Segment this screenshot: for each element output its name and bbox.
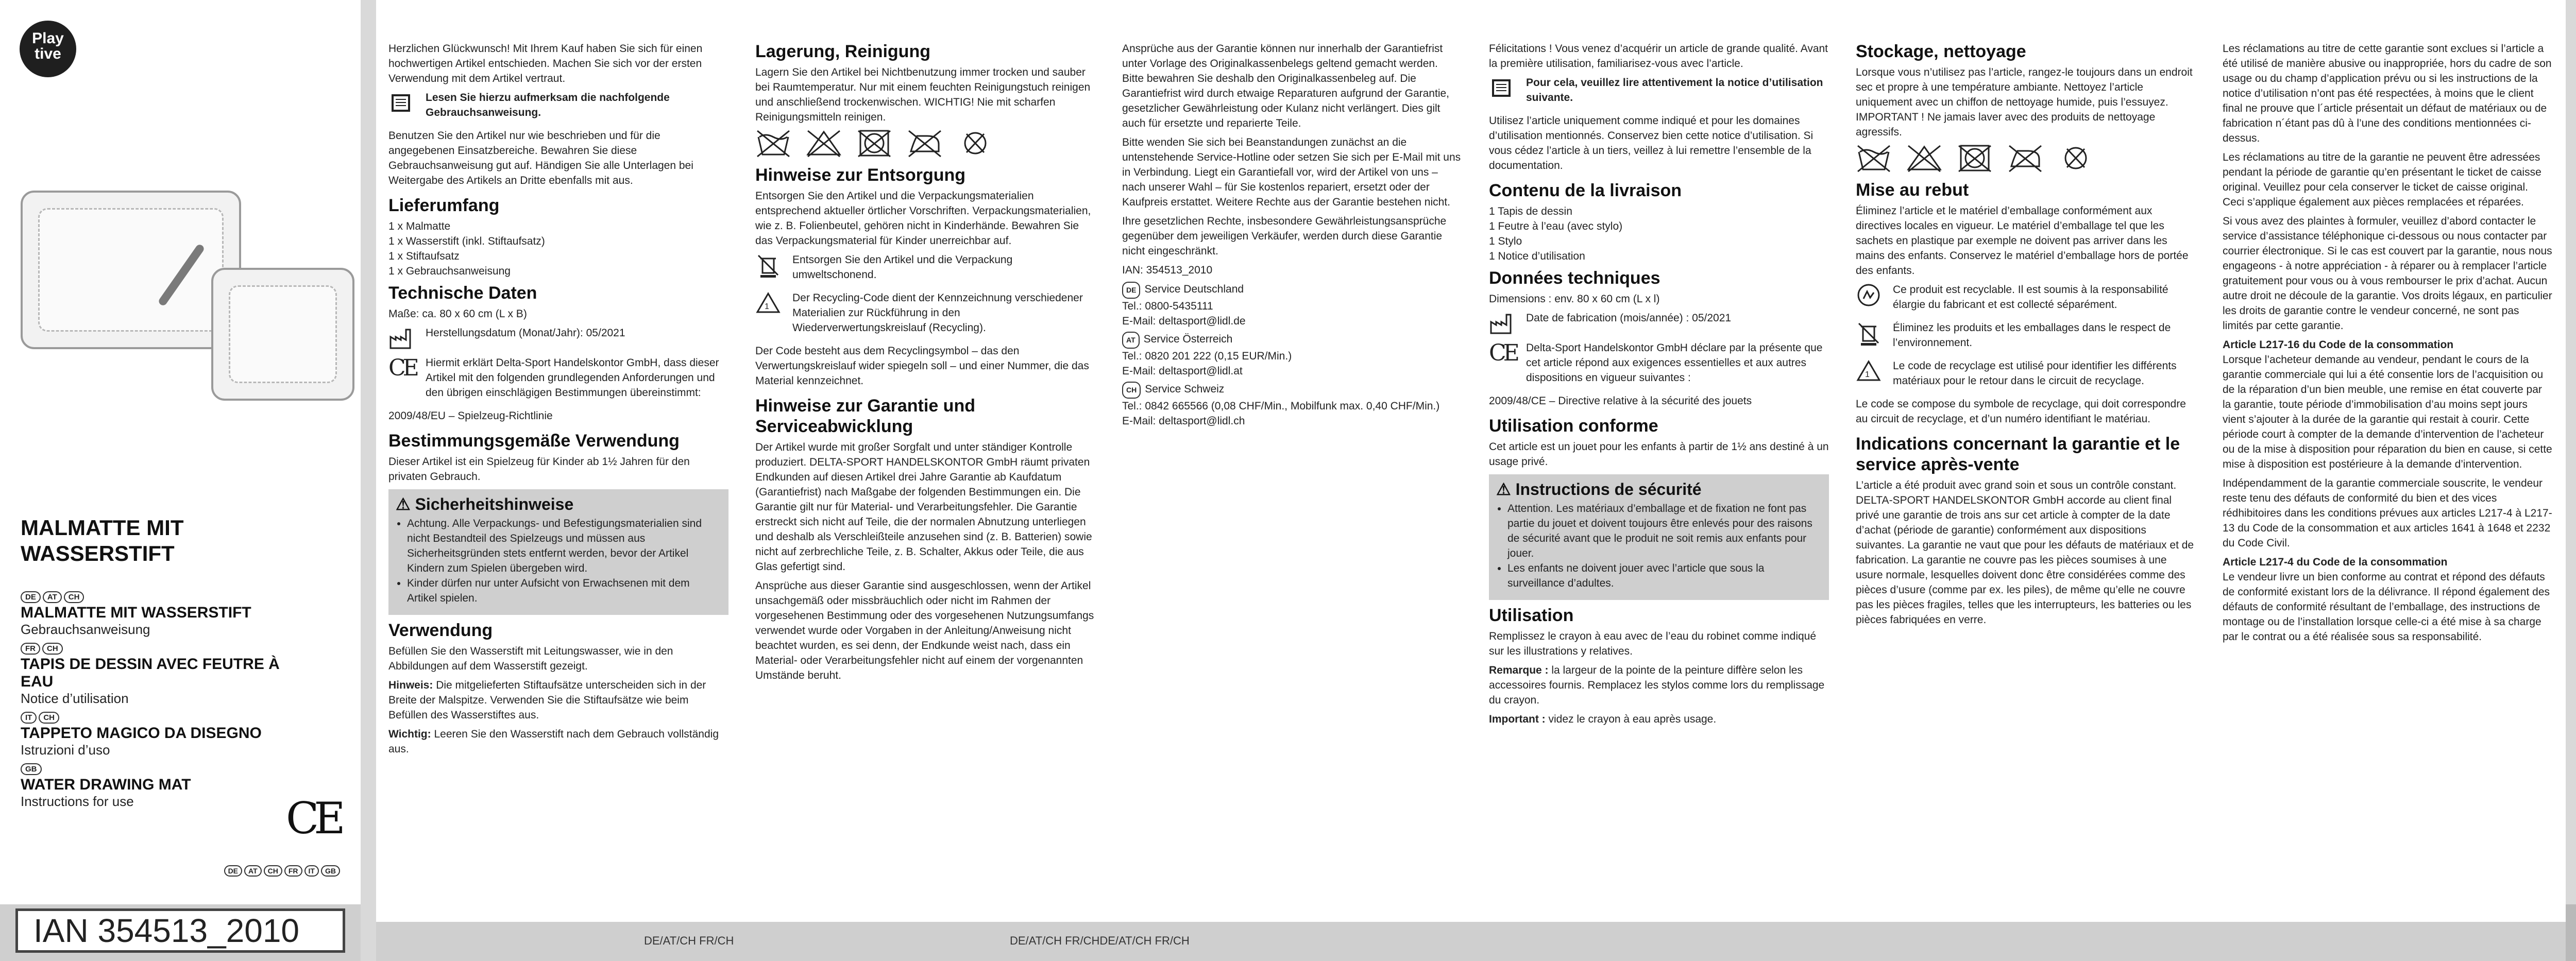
- ce-mark: CE: [286, 793, 341, 844]
- no-iron-icon: [907, 129, 943, 158]
- country-badge: AT: [1122, 332, 1140, 349]
- crossed-bin-icon: [755, 252, 781, 278]
- delivery-heading: Lieferumfang: [388, 196, 500, 215]
- use-note-text: Die mitgelieferten Stiftaufsätze unterscheiden sich in der Breite der Malspitze. Verwenden Sie die Stiftaufsätze wie beim Befüllen des Wasserstiftes aus.: [388, 679, 706, 721]
- language-entry: [21, 643, 309, 707]
- manual-book-icon: [1489, 75, 1515, 101]
- no-bleach-icon: [806, 129, 842, 158]
- safety-item: • Attention. Les matériaux d’emballage et de fixation ne font pas partie du jouet et doivent toujours être enlevés pour des raisons de sécurité avant que le produit ne soit remis aux enfants pour jouer.: [1507, 501, 1822, 561]
- back-panel: [2566, 0, 2576, 961]
- triman-icon: [1856, 282, 1882, 308]
- cover-panel: [0, 0, 361, 961]
- dimensions: Dimensions : env. 80 x 60 cm (L x l): [1489, 293, 1660, 305]
- warranty-cont-1: Les réclamations au titre de cette garantie sont exclues si l’article a été utilisé de manière abusive ou inappropriée, hors du cadre de son usage ou du champ d’application prévu ou si les instructions de la notice d’utilisation n’ont pas été respectées, à moins que le client final ne prouve que l´article présentait un défaut de matériaux ou de fabrication n´étant pas dû à l’une des conditions mentionnées ci-dessus.: [2223, 43, 2552, 144]
- footer-label-left: DE/AT/CH FR/CH: [644, 934, 734, 947]
- lang-badge: IT: [21, 712, 37, 724]
- ce-declaration-row: [1489, 340, 1829, 389]
- ce-icon: CE: [1489, 340, 1517, 366]
- mat-illustration-2: [229, 285, 337, 383]
- warning-triangle-icon: ⚠: [396, 495, 411, 513]
- lang-badge: FR: [21, 643, 40, 655]
- mfg-date-row: [1489, 311, 1829, 336]
- lang-badge: AT: [43, 591, 62, 603]
- no-wash-icon: [755, 129, 791, 158]
- mfg-date: Herstellungsdatum (Monat/Jahr): 05/2021: [426, 327, 625, 339]
- lang-subtitle: Gebrauchsanweisung: [21, 622, 150, 637]
- read-note: Pour cela, veuillez lire attentivement la notice d’utilisation suivante.: [1526, 77, 1823, 104]
- logo-line-2: tive: [35, 45, 61, 62]
- svg-text:1: 1: [1865, 370, 1870, 379]
- recycling-row: [1856, 358, 2196, 392]
- recycling-text-2: Le code se compose du symbole de recyclage, qui doit correspondre au circuit de recyclage, et d’un numéro identifiant le matériau.: [1856, 398, 2186, 425]
- service-tel: Tel.: 0800-5435111: [1122, 300, 1213, 312]
- cover-title: [21, 515, 340, 567]
- intended-use-heading: Bestimmungsgemäße Verwendung: [388, 431, 680, 451]
- use-important-label: Wichtig:: [388, 728, 431, 740]
- country-badge: CH: [1122, 382, 1141, 399]
- no-tumble-dry-icon: [856, 129, 892, 158]
- ian-number: IAN: 354513_2010: [1122, 264, 1213, 276]
- intended-use-text: Cet article est un jouet pour les enfants à partir de 1½ ans destiné à un usage privé.: [1489, 441, 1829, 468]
- safety-heading: [396, 494, 721, 514]
- disposal-text: Éliminez l’article et le matériel d’emballage conformément aux directives locales en vigueur. Le matériel d’emballage tel que les sachets en plastique par exemple ne doivent pas arriver dans les mains des enfants. Conservez le matériel d’emballage hors de portée des enfants.: [1856, 205, 2189, 277]
- storage-heading: Lagerung, Reinigung: [755, 42, 930, 61]
- safety-list: [396, 516, 721, 606]
- disposal-bin-row: [755, 252, 1095, 286]
- lang-badge: CH: [39, 712, 59, 724]
- column-de-2: [755, 41, 1095, 687]
- use-important-label: Important :: [1489, 713, 1546, 725]
- safety-box: [388, 489, 728, 615]
- delivery-item: 1 Tapis de dessin: [1489, 205, 1572, 217]
- cover-title-line-1: MALMATTE MIT: [21, 516, 184, 540]
- intended-use-text: Dieser Artikel ist ein Spielzeug für Kinder ab 1½ Jahren für den privaten Gebrauch.: [388, 456, 690, 483]
- ce-icon: CE: [388, 355, 416, 381]
- delivery-item: 1 x Wasserstift (inkl. Stiftaufsatz): [388, 235, 545, 247]
- dimensions: Maße: ca. 80 x 60 cm (L x B): [388, 308, 527, 320]
- service-tel: Tel.: 0820 201 222 (0,15 EUR/Min.): [1122, 350, 1292, 362]
- no-dry-clean-icon: [957, 129, 993, 158]
- service-tel: Tel.: 0842 665566 (0,08 CHF/Min., Mobilfunk max. 0,40 CHF/Min.): [1122, 400, 1440, 412]
- lang-badge: GB: [21, 763, 42, 775]
- warranty-text-2: Ansprüche aus dieser Garantie sind ausgeschlossen, wenn der Artikel unsachgemäß oder missbräuchlich oder nicht im Rahmen der vorgesehenen Bestimmung oder des vorgesehenen Nutzungsumfangs verwendet wurde oder Vorgaben in der Anleitung/Anweisung nicht beachtet wurden, es sei denn, der Endkunde weist nach, dass ein Material- oder Verarbeitungsfehler nicht auf einem der vorgenannten Umstände beruht.: [755, 580, 1094, 681]
- intro-text-2: Utilisez l’article uniquement comme indiqué et pour les domaines d’utilisation mentionnés. Conservez bien cette notice d’utilisation. Si vous cédez l’article à un tiers, veillez à lui remettre l’ensemble de la documentation.: [1489, 115, 1814, 171]
- lang-badge: GB: [321, 865, 340, 877]
- playtive-logo: [20, 21, 76, 77]
- read-note-row: [1489, 75, 1829, 109]
- recycling-triangle-icon: [1856, 358, 1882, 384]
- safety-box: [1489, 474, 1829, 600]
- ce-declaration-row: [388, 355, 728, 404]
- use-text-2: [1489, 663, 1829, 708]
- ce-declaration: Hiermit erklärt Delta-Sport Handelskontor GmbH, dass dieser Artikel mit den folgenden grundlegenden Anforderungen und den übrigen einschlägigen Bestimmungen übereinstimmt:: [426, 357, 719, 399]
- safety-item: • Achtung. Alle Verpackungs- und Befestigungsmaterialien sind nicht Bestandteil des Spielzeugs und müssen aus Sicherheitsgründen stets entfernt werden, bevor der Artikel Kindern zum Spielen übergeben wird.: [407, 516, 721, 576]
- lang-badge: FR: [284, 865, 302, 877]
- disposal-heading: Hinweise zur Entsorgung: [755, 165, 966, 185]
- warranty-cont-2: Bitte wenden Sie sich bei Beanstandungen zunächst an die untenstehende Service-Hotline oder setzen Sie sich per E-Mail mit uns in Verbindung. Liegt ein Garantiefall vor, wird der Artikel von uns – nach unserer Wahl – für Sie kostenlos repariert, ersetzt oder der Kaufpreis erstattet. Weitere Rechte aus der Garantie bestehen nicht.: [1122, 136, 1461, 208]
- directive: 2009/48/CE – Directive relative à la sécurité des jouets: [1489, 395, 1752, 407]
- back-footer-strip: [2566, 904, 2576, 961]
- safety-heading: [1496, 479, 1822, 499]
- article-heading-1: Article L217-16 du Code de la consommation: [2223, 339, 2454, 351]
- warranty-heading: Indications concernant la garantie et le service après-vente: [1856, 434, 2180, 474]
- no-wash-icon: [1856, 144, 1892, 173]
- delivery-heading: Contenu de la livraison: [1489, 181, 1682, 200]
- factory-icon: [1489, 311, 1515, 336]
- service-entry-ch: [1122, 382, 1462, 428]
- lang-badge: CH: [42, 643, 63, 655]
- no-iron-icon: [2007, 144, 2043, 173]
- safety-item: • Kinder dürfen nur unter Aufsicht von Erwachsenen mit dem Artikel spielen.: [407, 576, 721, 606]
- intro-text-2: Benutzen Sie den Artikel nur wie beschrieben und für die angegebenen Einsatzbereiche. Bewahren Sie diese Gebrauchsanweisung gut auf. Händigen Sie alle Unterlagen bei Weitergabe des Artikels an Dritte ebenfalls mit aus.: [388, 130, 693, 186]
- column-fr-3: [2223, 41, 2552, 648]
- bottom-language-badges: [21, 865, 340, 877]
- language-list: [21, 591, 309, 815]
- safety-heading-text: Sicherheitshinweise: [415, 495, 574, 513]
- use-note-text: la largeur de la pointe de la peinture diffère selon les accessoires fournis. Remplacez les stylos comme lors du remplissage du crayon.: [1489, 664, 1825, 706]
- lang-title: TAPPETO MAGICO DA DISEGNO: [21, 725, 262, 742]
- article-text-1: Lorsque l’acheteur demande au vendeur, pendant le cours de la garantie commerciale qui lui a été consentie lors de l’acquisition ou de la réparation d’un bien meuble, une remise en état couverte par la garantie, toute période d’immobilisation d’au moins sept jours vient s’ajouter à la durée de la garantie qui restait à courir. Cette période court à compter de la demande d’intervention de l’acheteur ou de la mise à disposition pour réparation du bien en cause, si cette mise à disposition est postérieure à la demande d’intervention.: [2223, 354, 2552, 470]
- language-entry: [21, 763, 309, 810]
- inner-pages: [376, 0, 2566, 961]
- article-text-2: Le vendeur livre un bien conforme au contrat et répond des défauts de conformité existant lors de la délivrance. Il répond également des défauts de conformité résultant de l’emballage, des instructions de montage ou de l’installation lorsque celle-ci a été mise à sa charge par le contrat ou a été réalisée sous sa responsabilité.: [2223, 571, 2550, 643]
- disposal-heading: Mise au rebut: [1856, 180, 1969, 200]
- use-text-1: Befüllen Sie den Wasserstift mit Leitungswasser, wie in den Abbildungen auf dem Wasserstift gezeigt.: [388, 645, 673, 672]
- use-note-label: Remarque :: [1489, 664, 1549, 676]
- storage-text: Lagern Sie den Artikel bei Nichtbenutzung immer trocken und sauber bei Raumtemperatur. Nur mit einem feuchten Reinigungstuch reinigen und anschließend trockenwischen. WICHTIG! Nie mit scharfen Reinigungsmitteln reinigen.: [755, 66, 1091, 123]
- lang-title: WATER DRAWING MAT: [21, 776, 191, 793]
- service-entry-at: [1122, 332, 1462, 379]
- warranty-cont-1: Ansprüche aus der Garantie können nur innerhalb der Garantiefrist unter Vorlage des Originalkassenbelegs geltend gemacht werden. Bitte bewahren Sie deshalb den Originalkassenbeleg auf. Die Garantiefrist wird durch etwaige Reparaturen aufgrund der Garantie, gesetzlicher Gewährleistung oder Kulanz nicht verlängert. Dies gilt auch für ersetzte und reparierte Teile.: [1122, 43, 1450, 129]
- column-fr-1: [1489, 41, 1829, 731]
- disposal-bin-text: Éliminez les produits et les emballages dans le respect de l’environnement.: [1893, 322, 2171, 349]
- lang-title: MALMATTE MIT WASSERSTIFT: [21, 604, 251, 621]
- service-name: Service Deutschland: [1144, 283, 1244, 295]
- recycling-row: [755, 290, 1095, 339]
- footer-label-right: DE/AT/CH FR/CHDE/AT/CH FR/CH: [1010, 934, 1190, 947]
- mfg-date-row: [388, 325, 728, 351]
- article-heading-2: Article L217-4 du Code de la consommation: [2223, 556, 2448, 568]
- read-note: Lesen Sie hierzu aufmerksam die nachfolgende Gebrauchsanweisung.: [426, 92, 670, 118]
- use-text-3: [388, 727, 728, 757]
- delivery-item: 1 x Stiftaufsatz: [388, 250, 460, 262]
- no-dry-clean-icon: [2058, 144, 2094, 173]
- mfg-date: Date de fabrication (mois/année) : 05/2021: [1526, 312, 1732, 324]
- mat-illustration: [38, 208, 224, 332]
- warranty-text: Der Artikel wurde mit großer Sorgfalt und unter ständiger Kontrolle produziert. DELTA-SPORT HANDELSKONTOR GmbH räumt privaten Endkunden auf diesen Artikel drei Jahre Garantie ab Kaufdatum (Garantiefrist) nach Maßgabe der folgenden Bestimmungen ein. Die Garantie gilt nur für Material- und Verarbeitungsfehler. Die Garantie erstreckt sich nicht auf Teile, die der normalen Abnutzung unterliegen und deshalb als Verschleißteile anzusehen sind (z. B. Batterien) sowie nicht auf zerbrechliche Teile, z. B. Schalter, Akkus oder Teile, die aus Glas gefertigt sind.: [755, 441, 1092, 573]
- factory-icon: [388, 325, 414, 351]
- lang-badge: DE: [21, 591, 41, 603]
- lang-title: TAPIS DE DESSIN AVEC FEUTRE À EAU: [21, 656, 280, 690]
- recycle-note: Ce produit est recyclable. Il est soumis à la responsabilité élargie du fabricant et est collecté séparément.: [1893, 284, 2168, 311]
- care-symbols: [1856, 144, 2196, 173]
- delivery-item: 1 x Malmatte: [388, 220, 451, 232]
- use-text-2: [388, 678, 728, 723]
- warranty-heading: Hinweise zur Garantie und Serviceabwicklung: [755, 396, 975, 436]
- intended-use-heading: Utilisation conforme: [1489, 416, 1658, 436]
- storage-heading: Stockage, nettoyage: [1856, 42, 2026, 61]
- delivery-item: 1 Notice d’utilisation: [1489, 250, 1585, 262]
- safety-heading-text: Instructions de sécurité: [1515, 480, 1702, 499]
- no-tumble-dry-icon: [1957, 144, 1993, 173]
- recycle-note-row: [1856, 282, 2196, 316]
- country-badge: DE: [1122, 282, 1140, 299]
- recycling-text: Le code de recyclage est utilisé pour identifier les différents matériaux pour le retour dans le circuit de recyclage.: [1893, 360, 2177, 387]
- delivery-item: 1 x Gebrauchsanweisung: [388, 265, 511, 277]
- product-image-secondary: [211, 268, 354, 401]
- lang-badge: IT: [304, 865, 319, 877]
- lang-badge: DE: [224, 865, 242, 877]
- language-entry: [21, 712, 309, 758]
- tech-heading: Données techniques: [1489, 268, 1660, 288]
- lang-subtitle: Istruzioni d’uso: [21, 742, 110, 758]
- product-image-main: [21, 191, 241, 349]
- ian-box: IAN 354513_2010: [15, 908, 345, 953]
- use-heading: Utilisation: [1489, 606, 1574, 625]
- column-fr-2: [1856, 41, 2196, 631]
- disposal-bin-text: Entsorgen Sie den Artikel und die Verpackung umweltschonend.: [792, 254, 1013, 281]
- warning-triangle-icon: ⚠: [1496, 480, 1511, 499]
- lang-badge: CH: [64, 591, 84, 603]
- read-note-row: [388, 90, 728, 124]
- manual-book-icon: [388, 90, 414, 116]
- care-symbols: [755, 129, 1095, 158]
- logo-line-1: Play: [32, 30, 64, 47]
- use-note-label: Hinweis:: [388, 679, 433, 691]
- cover-title-line-2: WASSERSTIFT: [21, 541, 175, 565]
- crossed-bin-icon: [1856, 320, 1882, 346]
- lang-badge: CH: [264, 865, 282, 877]
- use-important-text: Leeren Sie den Wasserstift nach dem Gebrauch vollständig aus.: [388, 728, 719, 755]
- recycling-text: Der Recycling-Code dient der Kennzeichnung verschiedener Materialien zur Rückführung in den Wiederverwertungskreislauf (Recycling).: [792, 292, 1083, 334]
- service-mail[interactable]: E-Mail: deltasport@lidl.de: [1122, 315, 1246, 327]
- safety-list: [1496, 501, 1822, 591]
- recycling-text-2: Der Code besteht aus dem Recyclingsymbol – das den Verwertungskreislauf wider spiegeln soll – und einer Nummer, die das Material kennzeichnet.: [755, 345, 1089, 387]
- service-name: Service Schweiz: [1145, 383, 1225, 395]
- intro-text: Félicitations ! Vous venez d’acquérir un article de grande qualité. Avant la première utilisation, familiarisez-vous avec l’article.: [1489, 43, 1828, 70]
- no-bleach-icon: [1906, 144, 1942, 173]
- language-entry: [21, 591, 309, 638]
- warranty-cont-3: Ihre gesetzlichen Rechte, insbesondere Gewährleistungsansprüche gegenüber dem jeweiligen Verkäufer, werden durch diese Garantie nicht eingeschränkt.: [1122, 215, 1447, 257]
- separator-strip: [361, 0, 376, 961]
- warranty-cont-2: Les réclamations au titre de la garantie ne peuvent être adressées pendant la période de garantie qu’en présentant le ticket de caisse original. Veuillez pour cela conserver le ticket de caisse original. Ceci s’applique également aux pièces remplacées et réparées.: [2223, 151, 2541, 208]
- safety-item: • Les enfants ne doivent jouer avec l’article que sous la surveillance d’adultes.: [1507, 561, 1822, 591]
- use-text-3: [1489, 712, 1829, 727]
- service-entry-de: [1122, 282, 1462, 329]
- use-text-1: Remplissez le crayon à eau avec de l’eau du robinet comme indiqué sur les illustrations y relatives.: [1489, 630, 1817, 657]
- column-de-3: [1122, 41, 1462, 432]
- disposal-text: Entsorgen Sie den Artikel und die Verpackungsmaterialien entsprechend aktueller örtlicher Vorschriften. Verpackungsmaterialien, wie z. B. Folienbeutel, gehören nicht in Kinderhände. Bewahren Sie das Verpackungsmaterial für Kinder unerreichbar auf.: [755, 190, 1091, 247]
- service-mail[interactable]: E-Mail: deltasport@lidl.at: [1122, 365, 1243, 377]
- svg-text:1: 1: [765, 302, 769, 311]
- use-heading: Verwendung: [388, 621, 493, 640]
- ce-declaration: Delta-Sport Handelskontor GmbH déclare par la présente que cet article répond aux exigences essentielles et aux autres dispositions en vigueur suivantes :: [1526, 342, 1823, 384]
- disposal-bin-row: [1856, 320, 2196, 354]
- warranty-text: L’article a été produit avec grand soin et sous un contrôle constant. DELTA-SPORT HANDELSKONTOR GmbH accorde au client final privé une garantie de trois ans sur cet article à compter de la date d’achat (période de garantie) conformément aux dispositions suivantes. La garantie ne vaut que pour les défauts de matériaux et de fabrication. La garantie ne couvre pas les pièces soumises à une usure normale, lesquelles doivent donc être considérées comme des pièces d’usure (comme par ex. les piles), de même qu’elle ne couvre pas les pièces fragiles, telles que les interrupteurs, les batteries ou les pièces fabriquées en verre.: [1856, 479, 2194, 626]
- lang-subtitle: Notice d’utilisation: [21, 691, 129, 706]
- column-de-1: [388, 41, 728, 761]
- use-important-text: videz le crayon à eau après usage.: [1545, 713, 1717, 725]
- intro-text: Herzlichen Glückwunsch! Mit Ihrem Kauf haben Sie sich für einen hochwertigen Artikel entschieden. Machen Sie sich vor der ersten Verwendung mit dem Artikel vertraut.: [388, 43, 703, 84]
- directive: 2009/48/EU – Spielzeug-Richtlinie: [388, 410, 553, 422]
- delivery-item: 1 Stylo: [1489, 235, 1522, 247]
- recycling-triangle-icon: [755, 290, 781, 316]
- lang-subtitle: Instructions for use: [21, 794, 134, 809]
- lang-badge: AT: [244, 865, 262, 877]
- tech-heading: Technische Daten: [388, 283, 537, 303]
- delivery-item: 1 Feutre à l’eau (avec stylo): [1489, 220, 1623, 232]
- storage-text: Lorsque vous n’utilisez pas l’article, rangez-le toujours dans un endroit sec et propre à une température ambiante. Nettoyez l’article uniquement avec un chiffon de nettoyage humide, puis l’essuyez. IMPORTANT ! Ne jamais laver avec des produits de nettoyage agressifs.: [1856, 66, 2193, 138]
- warranty-cont-3: Si vous avez des plaintes à formuler, veuillez d’abord contacter le service d’assistance téléphonique ci-dessous ou nous contacter par courrier électronique. Si le cas est couvert par la garantie, nous nous engageons - à notre appréciation - à réparer ou à remplacer l’article gratuitement pour vous ou à vous rembourser le prix d’achat. Aucun autre droit ne découle de la garantie. Vos droits légaux, en particulier les droits de garantie contre le vendeur concerné, ne sont pas limités par cette garantie.: [2223, 215, 2552, 332]
- service-name: Service Österreich: [1143, 333, 1233, 345]
- article-text-1b: Indépendamment de la garantie commerciale souscrite, le vendeur reste tenu des défauts de conformité du bien et des vices rédhibitoires dans les conditions prévues aux articles L217-4 à L217-13 du Code de la consommation et aux articles 1641 à 1648 et 2232 du Code Civil.: [2223, 477, 2552, 549]
- service-mail[interactable]: E-Mail: deltasport@lidl.ch: [1122, 415, 1245, 427]
